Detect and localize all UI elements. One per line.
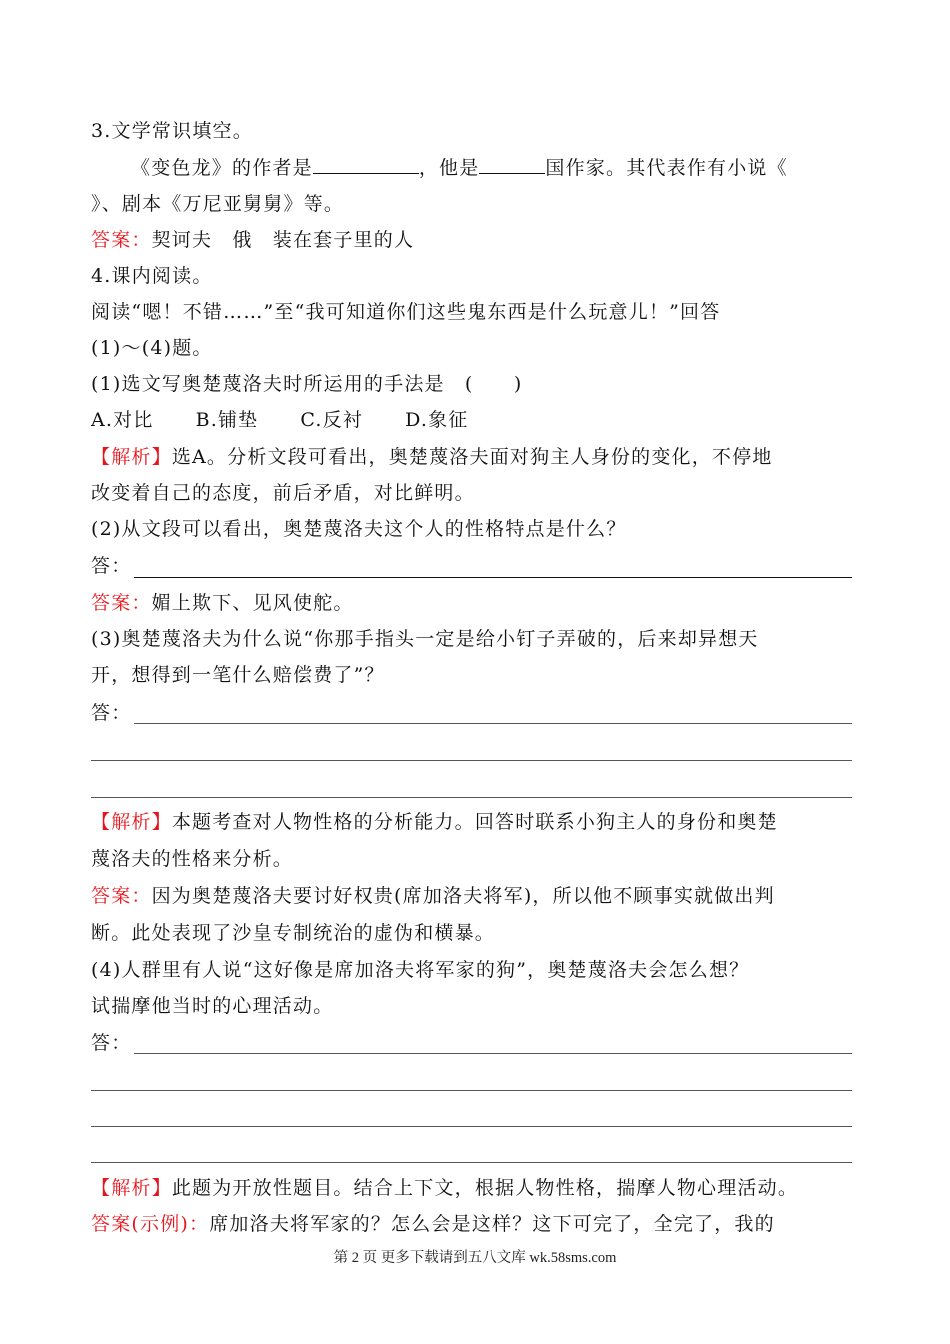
option-a: A.对比 (91, 409, 154, 431)
sub1-question: (1)选文写奥楚蔑洛夫时所运用的手法是 ( ) (91, 373, 523, 395)
answer-label: 答案(示例)： (91, 1213, 210, 1235)
option-c: C.反衬 (300, 409, 364, 431)
sub3-answer-line-3[interactable] (91, 797, 852, 798)
sub2-answer-line[interactable] (134, 577, 852, 578)
sub4-question-2: 试揣摩他当时的心理活动。 (91, 995, 334, 1017)
page-footer: 第 2 页 更多下载请到五八文库 wk.58sms.com (333, 1250, 617, 1266)
analysis-label: 【解析】 (91, 1177, 172, 1199)
answer-text: 契诃夫 俄 装在套子里的人 (151, 229, 415, 251)
analysis-text: 本题考查对人物性格的分析能力。回答时联系小狗主人的身份和奥楚 (171, 811, 778, 833)
answer-label: 答案： (91, 229, 152, 251)
sub1-options (91, 406, 510, 434)
sub3-analysis-1 (91, 808, 778, 836)
sub1-analysis-1 (91, 443, 773, 471)
analysis-label: 【解析】 (91, 446, 172, 468)
q3-blank-country[interactable] (479, 155, 545, 174)
sub3-answer-2: 断。此处表现了沙皇专制统治的虚伪和横暴。 (91, 922, 496, 944)
q3-answer (91, 226, 414, 254)
answer-label: 答案： (91, 885, 152, 907)
answer-text: 席加洛夫将军家的？怎么会是这样？这下可完了，全完了，我的 (209, 1213, 775, 1235)
sub3-analysis-2: 蔑洛夫的性格来分析。 (91, 848, 294, 870)
q4-intro-1: 阅读“嗯！不错……”至“我可知道你们这些鬼东西是什么玩意儿！”回答 (91, 301, 721, 323)
sub4-answer-line-2[interactable] (91, 1090, 852, 1091)
sub3-answer-line-2[interactable] (91, 760, 852, 761)
q3-line1 (131, 154, 788, 182)
sub1-analysis-2: 改变着自己的态度，前后矛盾，对比鲜明。 (91, 482, 475, 504)
option-b: B.铺垫 (195, 409, 259, 431)
sub3-answer-1 (91, 882, 775, 910)
q3-line2: 》、剧本《万尼亚舅舅》等。 (91, 193, 345, 215)
sub4-question-1: (4)人群里有人说“这好像是席加洛夫将军家的狗”，奥楚蔑洛夫会怎么想？ (91, 959, 750, 981)
sub2-answer (91, 589, 354, 617)
sub3-question-1: (3)奥楚蔑洛夫为什么说“你那手指头一定是给小钉子弄破的，后来却异想天 (91, 628, 759, 650)
analysis-label: 【解析】 (91, 811, 172, 833)
sub4-answer-line-4[interactable] (91, 1162, 852, 1163)
answer-text: 因为奥楚蔑洛夫要讨好权贵(席加洛夫将军)，所以他不顾事实就做出判 (151, 885, 775, 907)
sub4-answer-line-3[interactable] (91, 1126, 852, 1127)
q4-title: 4.课内阅读。 (91, 265, 213, 287)
option-d: D.象征 (405, 409, 469, 431)
sub2-question: (2)从文段可以看出，奥楚蔑洛夫这个人的性格特点是什么？ (91, 518, 627, 540)
sub4-answer-line-1[interactable] (134, 1053, 852, 1054)
q3-blank-author[interactable] (313, 155, 419, 174)
answer-text: 媚上欺下、见风使舵。 (151, 592, 354, 614)
q4-intro-2: (1)～(4)题。 (91, 337, 213, 359)
sub3-answer-prompt: 答： (91, 702, 132, 724)
answer-label: 答案： (91, 592, 152, 614)
analysis-text: 此题为开放性题目。结合上下文，根据人物性格，揣摩人物心理活动。 (171, 1177, 799, 1199)
sub2-answer-prompt: 答： (91, 555, 132, 577)
q3-line1-a: 《变色龙》的作者是 (131, 157, 313, 179)
sub4-analysis (91, 1174, 798, 1202)
q3-line1-c: 国作家。其代表作有小说《 (545, 157, 788, 179)
sub4-answer-prompt: 答： (91, 1032, 132, 1054)
q3-title: 3.文学常识填空。 (91, 120, 253, 142)
sub4-answer (91, 1210, 775, 1238)
sub3-question-2: 开，想得到一笔什么赔偿费了”？ (91, 664, 385, 686)
q3-line1-b: ，他是 (418, 157, 480, 179)
analysis-text: 选A。分析文段可看出，奥楚蔑洛夫面对狗主人身份的变化，不停地 (171, 446, 773, 468)
sub3-answer-line-1[interactable] (134, 723, 852, 724)
